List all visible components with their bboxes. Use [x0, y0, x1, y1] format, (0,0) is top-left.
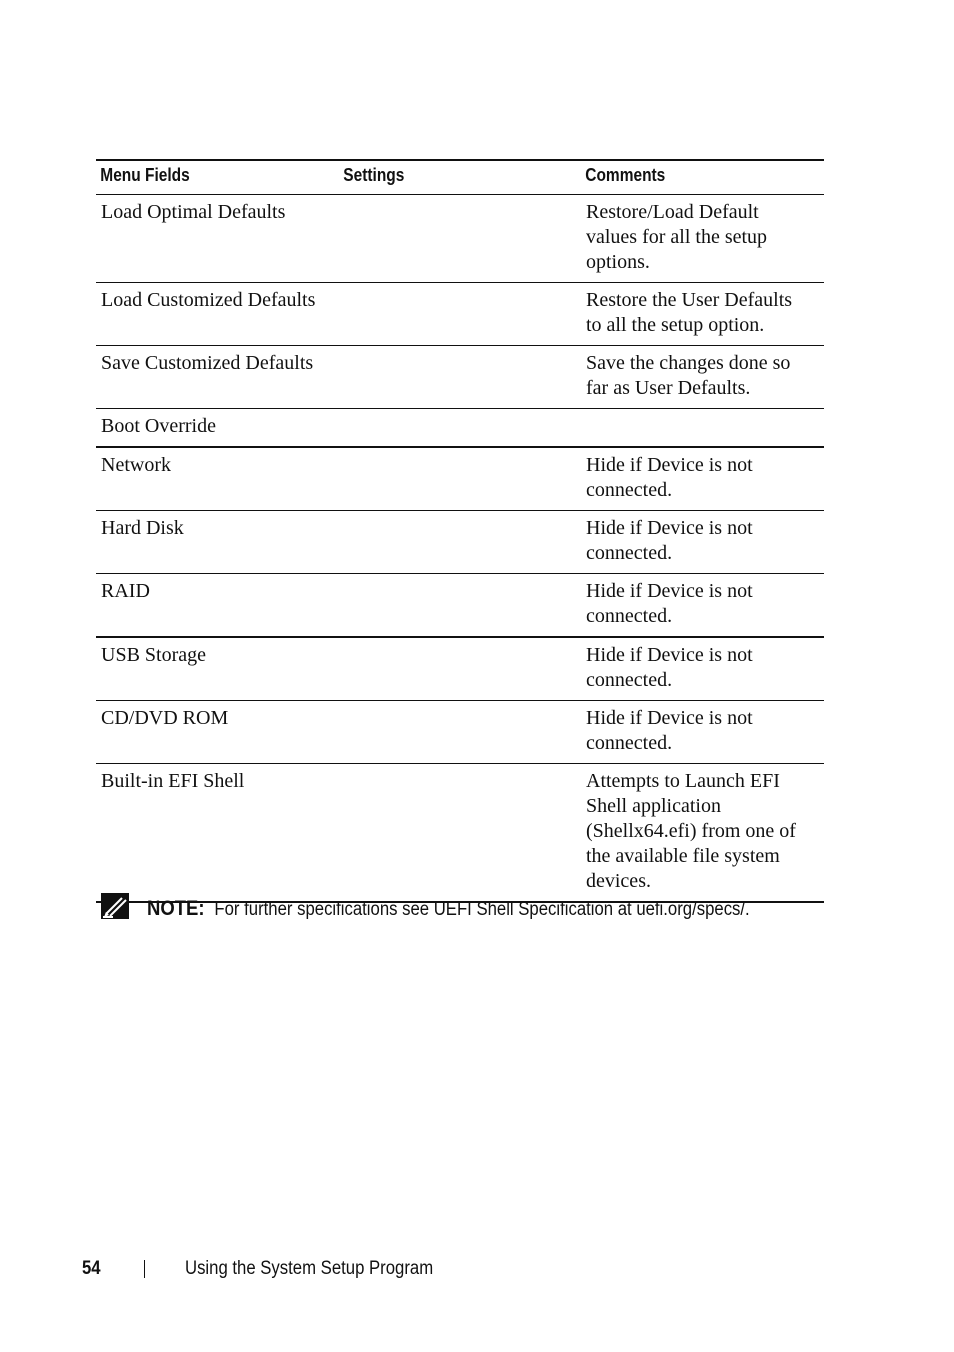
note-body: For further specifications see UEFI Shell Specification at uefi.org/specs/.: [214, 898, 750, 920]
menu-field-cell: Load Optimal Defaults: [101, 201, 286, 223]
header-settings: Settings: [343, 165, 405, 185]
table-row: [96, 409, 824, 448]
table-row: [96, 637, 824, 701]
comment-cell: Attempts to Launch EFI Shell application (Shellx64.efi) from one of the available file system devices.: [586, 770, 796, 892]
table-row: [96, 574, 824, 638]
chapter-title: Using the System Setup Program: [185, 1258, 434, 1279]
menu-field-cell: Load Customized Defaults: [101, 289, 316, 311]
comment-cell: Hide if Device is not connected.: [586, 517, 753, 564]
comment-cell: [581, 409, 824, 448]
setting-cell: [339, 511, 581, 574]
setting-cell: [339, 195, 581, 283]
table-header-row: [96, 160, 824, 195]
comment-cell: Hide if Device is not connected.: [586, 644, 753, 691]
footer-divider: [144, 1260, 145, 1278]
note-label: NOTE:: [147, 896, 205, 920]
table-row: [96, 283, 824, 346]
table-row: [96, 764, 824, 903]
page-number: 54: [82, 1258, 101, 1279]
table-row: [96, 701, 824, 764]
comment-cell: Restore/Load Default values for all the setup options.: [586, 201, 768, 273]
comment-cell: Hide if Device is not connected.: [586, 454, 753, 501]
note-pencil-icon: [100, 892, 147, 925]
menu-fields-table-container: [96, 159, 824, 903]
comment-cell: Restore the User Defaults to all the setup option.: [586, 289, 793, 336]
setting-cell: [339, 637, 581, 701]
menu-field-cell: CD/DVD ROM: [101, 707, 229, 729]
menu-field-cell: Boot Override: [101, 415, 216, 437]
table-row: [96, 346, 824, 409]
menu-field-cell: Network: [101, 454, 171, 476]
header-menu-fields: Menu Fields: [100, 165, 190, 185]
comment-cell: Hide if Device is not connected.: [586, 580, 753, 627]
page-footer: [82, 1256, 467, 1282]
menu-field-cell: Hard Disk: [101, 517, 184, 539]
menu-field-cell: USB Storage: [101, 644, 206, 666]
table-row: [96, 447, 824, 511]
header-comments: Comments: [585, 165, 666, 185]
setting-cell: [339, 701, 581, 764]
setting-cell: [339, 764, 581, 903]
table-row: [96, 195, 824, 283]
note-text-line: [147, 897, 750, 921]
setting-cell: [339, 574, 581, 638]
setting-cell: [339, 409, 581, 448]
menu-field-cell: RAID: [101, 580, 150, 602]
note-box: [100, 892, 830, 925]
comment-cell: Hide if Device is not connected.: [586, 707, 753, 754]
menu-fields-table: [96, 159, 824, 903]
comment-cell: Save the changes done so far as User Defaults.: [586, 352, 791, 399]
setting-cell: [339, 447, 581, 511]
menu-field-cell: Built-in EFI Shell: [101, 770, 245, 792]
menu-field-cell: Save Customized Defaults: [101, 352, 314, 374]
setting-cell: [339, 346, 581, 409]
table-row: [96, 511, 824, 574]
setting-cell: [339, 283, 581, 346]
